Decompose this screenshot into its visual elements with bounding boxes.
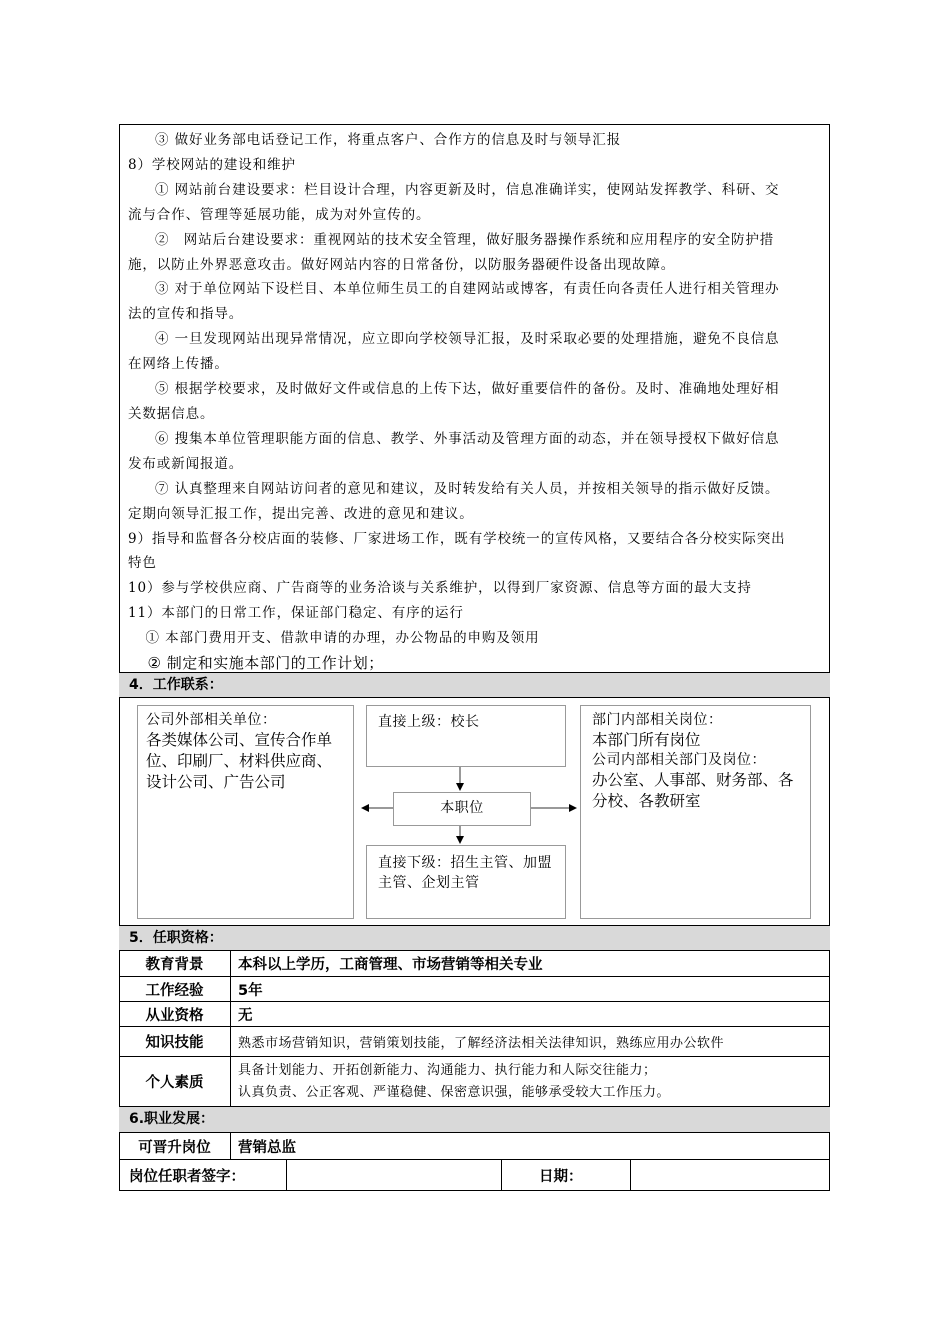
duty-line: 特色 [128,555,157,572]
section-header-qualifications: 5．任职资格： [119,925,830,951]
duty-line: 9）指导和监督各分校店面的装修、厂家进场工作，既有学校统一的宣传风格，又要结合各分校实际突出 [128,530,786,547]
duty-line: ① 网站前台建设要求：栏目设计合理，内容更新及时，信息准确详实，使网站发挥教学、科研、交 [155,181,780,198]
qual-row [119,1027,830,1057]
section-header-work-relations: 4．工作联系： [119,672,830,698]
duty-line: 流与合作、管理等延展功能，成为对外宣传的。 [128,206,431,223]
divider [501,1160,502,1191]
position-label: 本职位 [440,800,484,816]
qual-row [119,977,830,1002]
signature-label: 岗位任职者签字： [129,1169,245,1185]
subordinate-label: 直接下级：招生主管、加盟主管、企划主管 [378,855,552,891]
duty-line: 11）本部门的日常工作，保证部门稳定、有序的运行 [128,605,464,622]
duty-line: ③ 做好业务部电话登记工作，将重点客户、合作方的信息及时与领导汇报 [155,132,621,148]
duty-line: ⑤ 根据学校要求，及时做好文件或信息的上传下达，做好重要信件的备份。及时、准确地处理好相 [155,381,780,398]
date-label: 日期： [539,1169,583,1185]
qual-row [119,1002,830,1027]
qual-value [238,1057,670,1106]
external-value: 各类媒体公司、宣传合作单位、印刷厂、材料供应商、设计公司、广告公司 [146,731,333,791]
qual-row [119,1057,830,1107]
duty-line: ③ 对于单位网站下设栏目、本单位师生员工的自建网站或博客，有责任向各责任人进行相关管理办 [155,281,780,298]
duty-line: 施，以防止外界恶意攻击。做好网站内容的日常备份，以防服务器硬件设备出现故障。 [128,256,676,273]
qual-label: 从业资格 [119,1002,231,1026]
duty-line: 在网络上传播。 [128,356,229,373]
qual-value: 本科以上学历，工商管理、市场营销等相关专业 [238,957,543,973]
qual-label: 工作经验 [119,977,231,1001]
duty-line: ① 本部门费用开支、借款申请的办理，办公物品的申购及领用 [145,630,540,647]
promotion-row [119,1133,830,1160]
external-label: 公司外部相关单位： [146,712,277,728]
qual-value: 无 [238,1007,253,1024]
date-field[interactable] [631,1160,830,1191]
duty-line: 关数据信息。 [128,405,215,422]
duty-line: 10）参与学校供应商、广告商等的业务洽谈与关系维护，以得到厂家资源、信息等方面的最大支持 [128,580,752,597]
duty-line: 法的宣传和指导。 [128,306,244,323]
signature-row [119,1160,830,1191]
duty-line: ⑥ 搜集本单位管理职能方面的信息、教学、外事活动及管理方面的动态，并在领导授权下做好信息 [155,430,780,447]
duty-line: 定期向领导汇报工作，提出完善、改进的意见和建议。 [128,505,474,522]
internal-label: 部门内部相关岗位： [592,712,723,728]
qual-label: 教育背景 [119,951,231,976]
qual-label: 个人素质 [119,1057,231,1106]
signature-field[interactable] [287,1160,501,1191]
duty-line: ⑦ 认真整理来自网站访问者的意见和建议，及时转发给有关人员，并按相关领导的指示做好反馈。 [155,480,780,497]
company-label: 公司内部相关部门及岗位： [592,752,766,768]
duty-line: ④ 一旦发现网站出现异常情况，应立即向学校领导汇报，及时采取必要的处理措施，避免不良信息 [155,331,780,348]
company-value: 办公室、人事部、财务部、各分校、各教研室 [592,771,794,810]
internal-value: 本部门所有岗位 [592,731,701,749]
promotion-label: 可晋升岗位 [119,1133,231,1159]
qual-row [119,951,830,977]
superior-label: 直接上级：校长 [378,714,480,730]
duty-line: ② 制定和实施本部门的工作计划； [147,654,384,673]
qual-value-line: 认真负责、公正客观、严谨稳健、保密意识强，能够承受较大工作压力。 [238,1084,671,1100]
qual-value-line: 具备计划能力、开拓创新能力、沟通能力、执行能力和人际交往能力； [238,1062,657,1078]
duty-line: 发布或新闻报道。 [128,455,244,472]
duty-line: ② 网站后台建设要求：重视网站的技术安全管理，做好服务器操作系统和应用程序的安全防护措 [155,231,775,248]
promotion-value: 营销总监 [238,1139,296,1156]
qual-label: 知识技能 [119,1027,231,1056]
qual-value: 5年 [238,982,263,999]
duty-line: 8）学校网站的建设和维护 [128,156,296,173]
section-header-career: 6.职业发展： [119,1107,830,1133]
qual-value: 熟悉市场营销知识，营销策划技能，了解经济法相关法律知识，熟练应用办公软件 [238,1036,725,1051]
